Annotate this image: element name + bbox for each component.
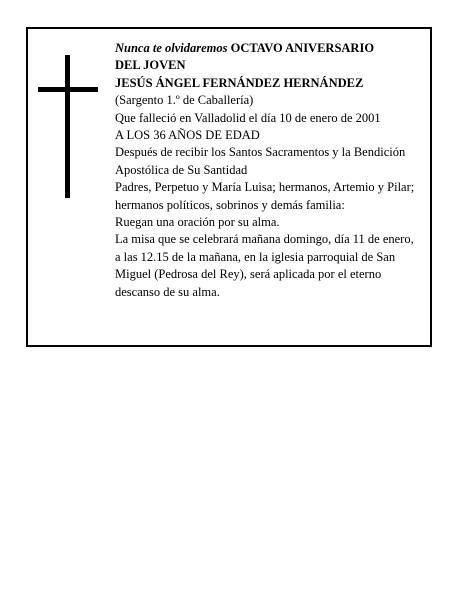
rank-line: (Sargento 1.º de Caballería) [115, 93, 254, 108]
headline [115, 40, 421, 57]
family-line: Padres, Perpetuo y María Luisa; hermanos, Artemio y Pilar; hermanos políticos, sobrinos y demás familia: [115, 180, 415, 212]
cross-horizontal-bar [38, 87, 98, 92]
cross-vertical-bar [65, 55, 70, 198]
anniversary-heading: OCTAVO ANIVERSARIO [230, 41, 375, 55]
prayer-request: Ruegan una oración por su alma. [115, 215, 280, 230]
sacraments-line: Después de recibir los Santos Sacramentos y la Bendición Apostólica de Su Santidad [115, 145, 406, 177]
deceased-name: JESÚS ÁNGEL FERNÁNDEZ HERNÁNDEZ [115, 75, 364, 90]
notice-text [115, 40, 421, 301]
intro-phrase: Nunca te olvidaremos [115, 41, 228, 55]
obituary-notice [26, 27, 432, 347]
age-line: A LOS 36 AÑOS DE EDAD [115, 128, 260, 143]
death-line: Que falleció en Valladolid el día 10 de enero de 2001 [115, 110, 381, 125]
headline-line2: DEL JOVEN [115, 58, 186, 73]
mass-info: La misa que se celebrará mañana domingo, día 11 de enero, a las 12.15 de la mañana, en la iglesia parroquial de San Miguel (Pedrosa del Rey), será aplicada por el eterno descanso de su alma. [115, 232, 414, 299]
cross-icon [38, 55, 98, 199]
